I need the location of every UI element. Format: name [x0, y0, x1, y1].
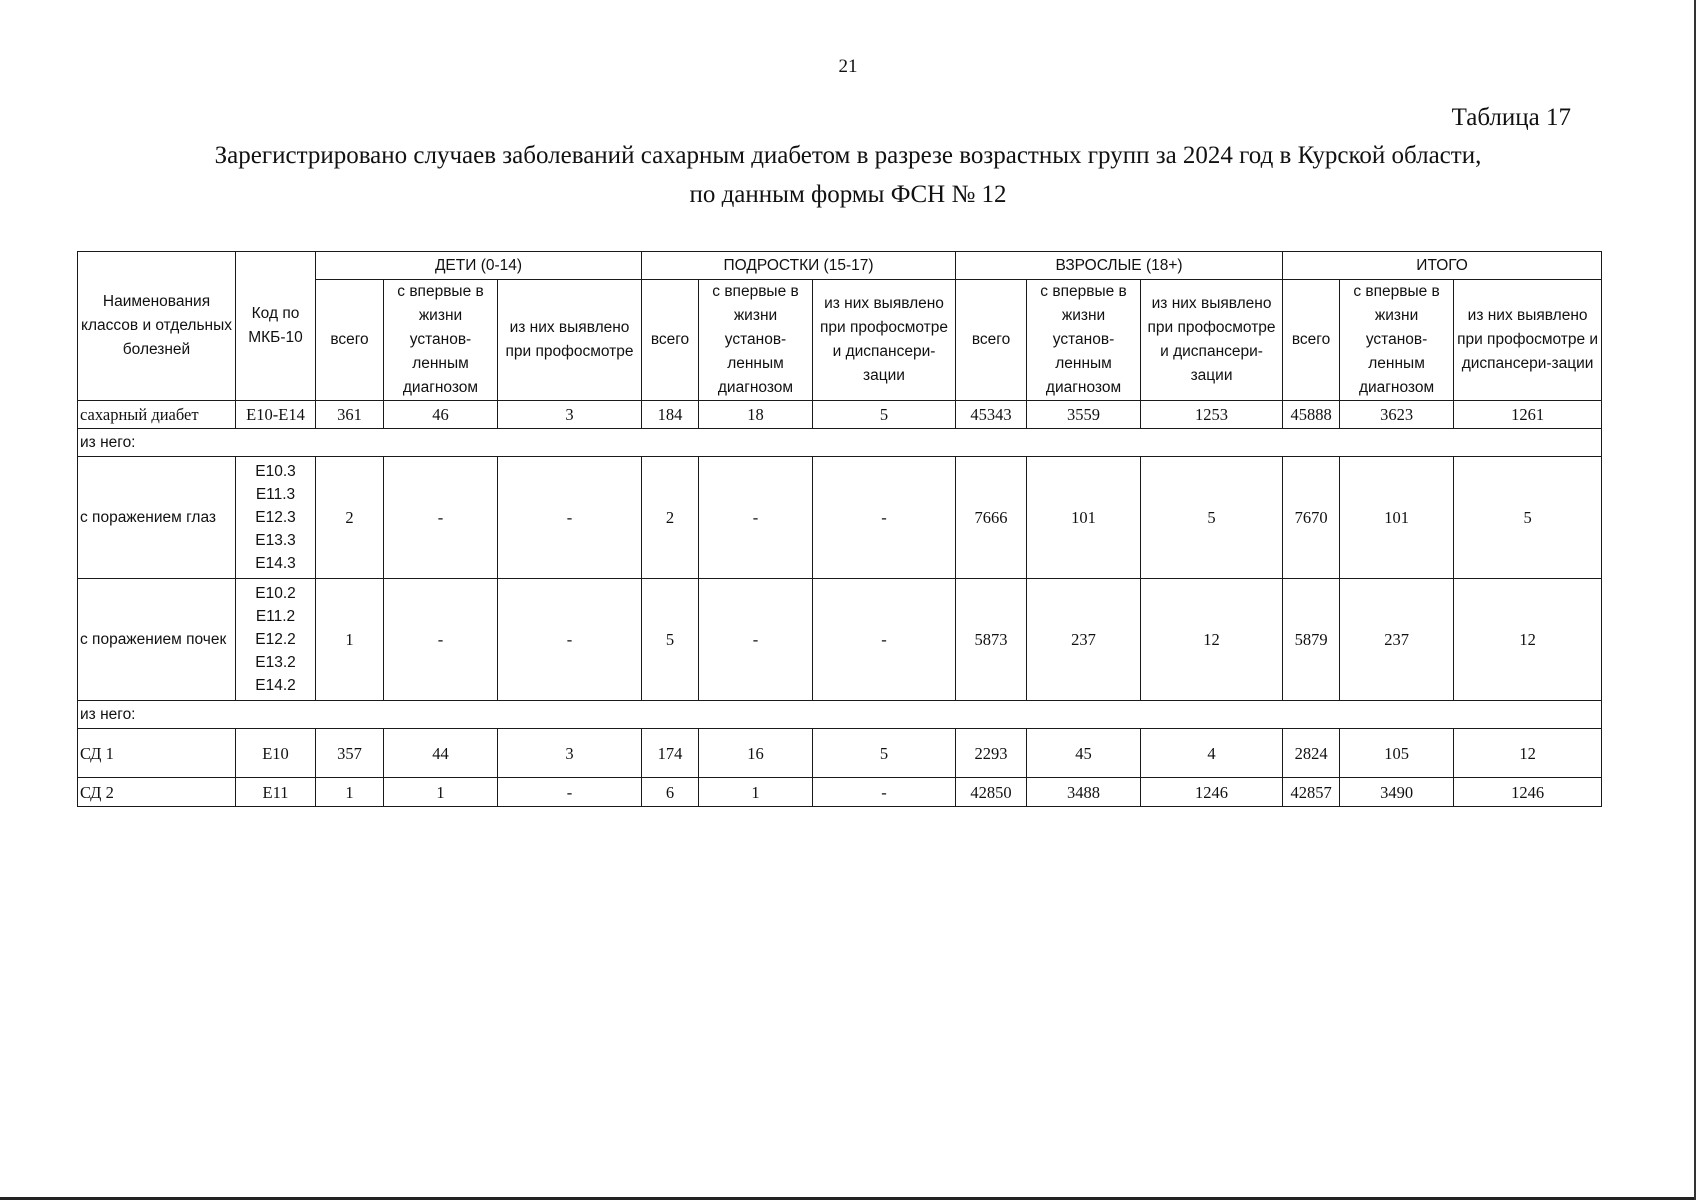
value-cell: 361 [316, 401, 384, 429]
header-total-total: всего [1283, 280, 1340, 401]
value-cell: 174 [642, 729, 699, 778]
value-cell: 45888 [1283, 401, 1340, 429]
row-codes [236, 457, 316, 579]
value-cell: 5 [642, 579, 699, 701]
title-line-1: Зарегистрировано случаев заболеваний сахарным диабетом в разрезе возрастных групп за 2024 год в Курской области, [214, 142, 1482, 169]
row-note: из него: [78, 429, 1602, 457]
value-cell: - [699, 457, 813, 579]
header-icd-code: Код по МКБ-10 [236, 252, 316, 401]
table-label: Таблица 17 [1451, 104, 1571, 131]
value-cell: 3 [498, 401, 642, 429]
icd-code: E11.3 [255, 486, 296, 503]
icd-code: E13.3 [255, 532, 296, 549]
value-cell: 12 [1454, 579, 1602, 701]
value-cell: 5 [1454, 457, 1602, 579]
value-cell: 18 [699, 401, 813, 429]
document-title [0, 136, 1696, 214]
value-cell: 3559 [1027, 401, 1141, 429]
title-line-2: по данным формы ФСН № 12 [689, 181, 1007, 208]
value-cell: 1 [384, 778, 498, 807]
value-cell: 2824 [1283, 729, 1340, 778]
table-row-note [78, 429, 1602, 457]
value-cell: 5879 [1283, 579, 1340, 701]
header-group-children: ДЕТИ (0-14) [316, 252, 642, 280]
icd-code: E10.3 [255, 463, 296, 480]
header-teens-first-time: с впервые в жизни установ-ленным диагнозом [699, 280, 813, 401]
value-cell: - [384, 457, 498, 579]
value-cell: - [384, 579, 498, 701]
value-cell: 2 [642, 457, 699, 579]
header-group-adults: ВЗРОСЛЫЕ (18+) [956, 252, 1283, 280]
value-cell: 1261 [1454, 401, 1602, 429]
row-code: E10 [236, 729, 316, 778]
value-cell: 5873 [956, 579, 1027, 701]
value-cell: 3 [498, 729, 642, 778]
header-group-total: ИТОГО [1283, 252, 1602, 280]
icd-code: E14.2 [255, 677, 296, 694]
header-total-found: из них выявлено при профосмотре и диспансери-зации [1454, 280, 1602, 401]
row-name: с поражением почек [78, 579, 236, 701]
value-cell: 6 [642, 778, 699, 807]
value-cell: 237 [1340, 579, 1454, 701]
value-cell: 5 [1141, 457, 1283, 579]
value-cell: 42857 [1283, 778, 1340, 807]
row-name: СД 2 [78, 778, 236, 807]
header-adults-found: из них выявлено при профосмотре и диспансери-зации [1141, 280, 1283, 401]
value-cell: 101 [1027, 457, 1141, 579]
header-disease-name: Наименования классов и отдельных болезней [78, 252, 236, 401]
value-cell: 3490 [1340, 778, 1454, 807]
value-cell: 12 [1454, 729, 1602, 778]
value-cell: 2293 [956, 729, 1027, 778]
header-children-found: из них выявлено при профосмотре [498, 280, 642, 401]
value-cell: 1246 [1454, 778, 1602, 807]
value-cell: 45343 [956, 401, 1027, 429]
value-cell: 1 [316, 579, 384, 701]
value-cell: 5 [813, 401, 956, 429]
value-cell: - [813, 579, 956, 701]
value-cell: - [699, 579, 813, 701]
value-cell: 1246 [1141, 778, 1283, 807]
header-adults-first-time: с впервые в жизни установ-ленным диагнозом [1027, 280, 1141, 401]
icd-code: E10.2 [255, 585, 296, 602]
value-cell: 44 [384, 729, 498, 778]
icd-code: E14.3 [255, 555, 296, 572]
row-name: сахарный диабет [78, 401, 236, 429]
row-note: из него: [78, 701, 1602, 729]
diabetes-cases-table [77, 251, 1602, 807]
header-teens-total: всего [642, 280, 699, 401]
value-cell: 105 [1340, 729, 1454, 778]
value-cell: 7666 [956, 457, 1027, 579]
value-cell: 45 [1027, 729, 1141, 778]
value-cell: 357 [316, 729, 384, 778]
icd-code: E13.2 [255, 654, 296, 671]
value-cell: 1 [316, 778, 384, 807]
header-group-teens: ПОДРОСТКИ (15-17) [642, 252, 956, 280]
value-cell: 184 [642, 401, 699, 429]
value-cell: 12 [1141, 579, 1283, 701]
icd-code: E11.2 [255, 608, 296, 625]
table-row-kidneys [78, 579, 1602, 701]
value-cell: - [813, 778, 956, 807]
row-code: E10-E14 [236, 401, 316, 429]
table-row-type1 [78, 729, 1602, 778]
value-cell: 1253 [1141, 401, 1283, 429]
row-codes [236, 579, 316, 701]
value-cell: 3488 [1027, 778, 1141, 807]
row-name: с поражением глаз [78, 457, 236, 579]
value-cell: 237 [1027, 579, 1141, 701]
value-cell: 2 [316, 457, 384, 579]
value-cell: - [498, 778, 642, 807]
row-name: СД 1 [78, 729, 236, 778]
value-cell: 101 [1340, 457, 1454, 579]
value-cell: - [498, 579, 642, 701]
table-row-eyes [78, 457, 1602, 579]
value-cell: 42850 [956, 778, 1027, 807]
header-adults-total: всего [956, 280, 1027, 401]
icd-code: E12.2 [255, 631, 296, 648]
value-cell: 1 [699, 778, 813, 807]
value-cell: - [498, 457, 642, 579]
header-total-first-time: с впервые в жизни установ-ленным диагнозом [1340, 280, 1454, 401]
table-row-note [78, 701, 1602, 729]
value-cell: 46 [384, 401, 498, 429]
header-teens-found: из них выявлено при профосмотре и диспансери-зации [813, 280, 956, 401]
table-row-type2 [78, 778, 1602, 807]
value-cell: 4 [1141, 729, 1283, 778]
header-children-total: всего [316, 280, 384, 401]
value-cell: 7670 [1283, 457, 1340, 579]
header-children-first-time: с впервые в жизни установ-ленным диагнозом [384, 280, 498, 401]
page-number: 21 [838, 56, 858, 77]
table-row-diabetes [78, 401, 1602, 429]
value-cell: 5 [813, 729, 956, 778]
value-cell: 16 [699, 729, 813, 778]
row-code: E11 [236, 778, 316, 807]
icd-code: E12.3 [255, 509, 296, 526]
value-cell: - [813, 457, 956, 579]
value-cell: 3623 [1340, 401, 1454, 429]
